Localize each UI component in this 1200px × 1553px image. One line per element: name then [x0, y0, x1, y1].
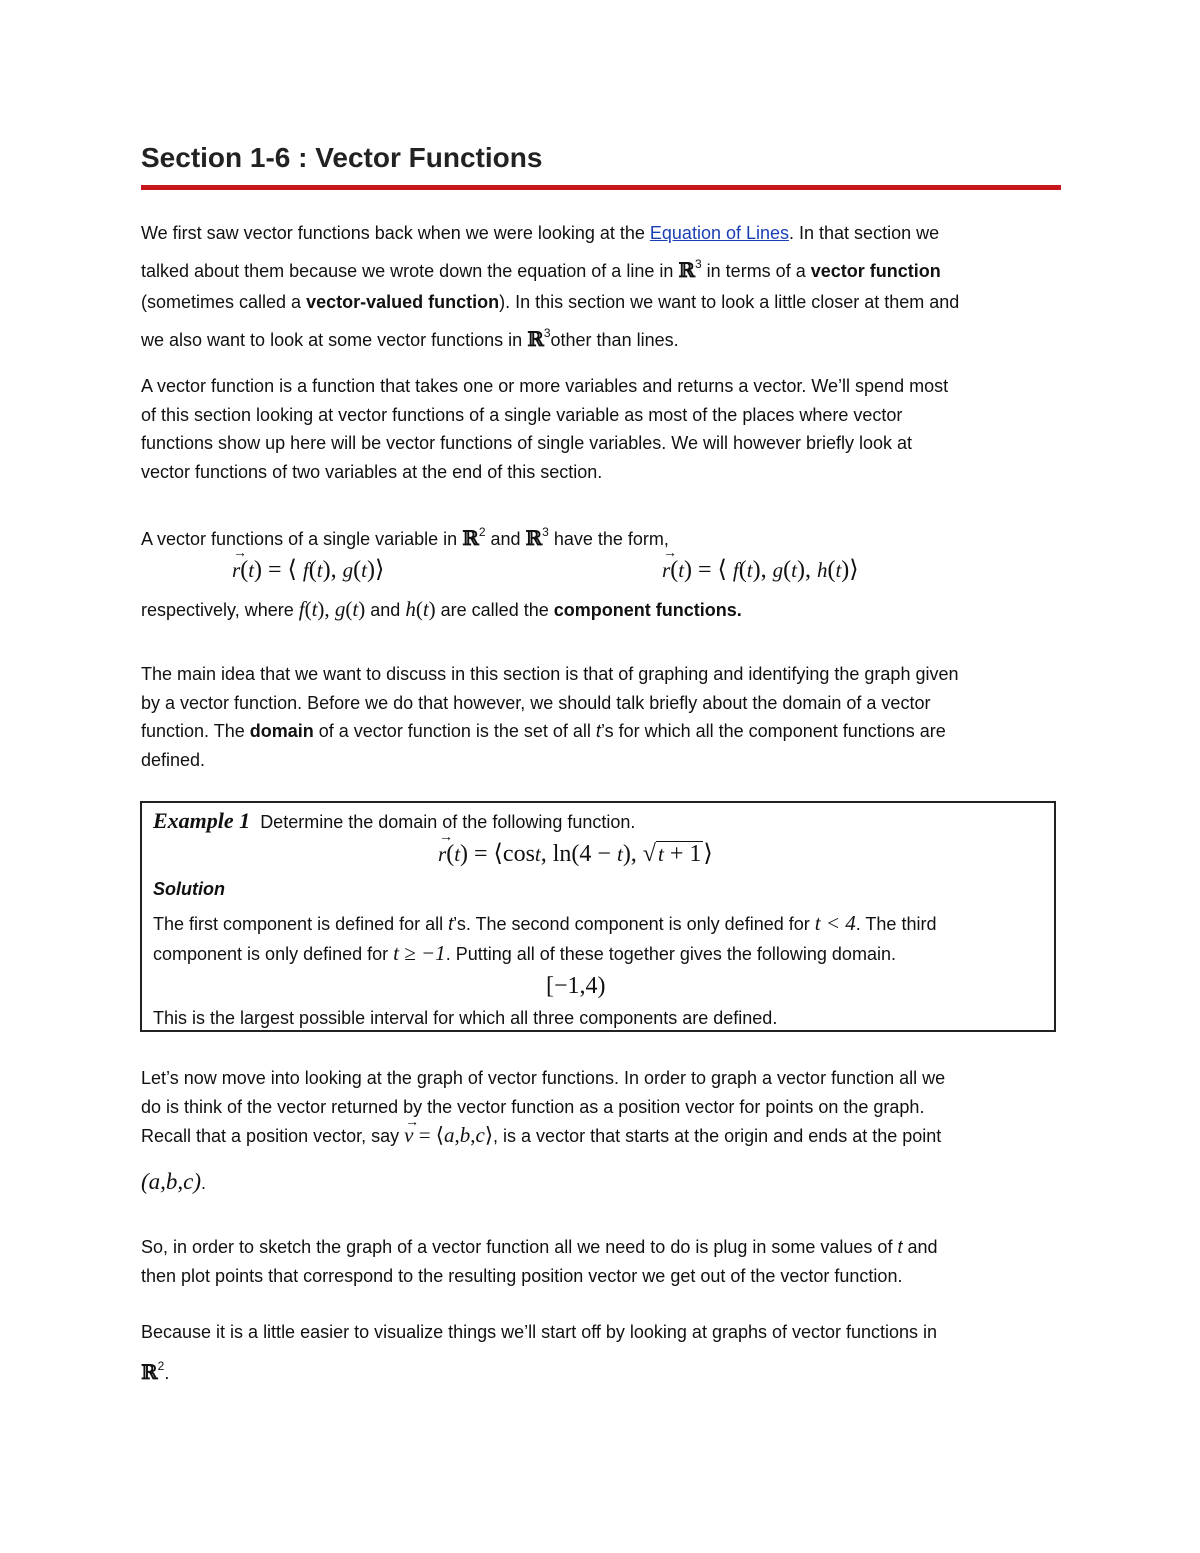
vector-r: → r [438, 842, 446, 867]
exponent: 3 [543, 326, 551, 340]
vector-r: → r [232, 558, 240, 583]
domain-paragraph [141, 660, 1061, 774]
example-heading [153, 807, 635, 836]
var-t: t [657, 842, 664, 866]
formula-r2: → r(t) = ⟨ f(t), g(t)⟩ [232, 555, 384, 584]
real-numbers-symbol: ℝ [678, 258, 695, 282]
text: Let’s now move into looking at the graph of vector functions. In order to graph a vector function all we [141, 1068, 946, 1088]
definition-paragraph [141, 372, 1061, 486]
var-t: t [361, 558, 367, 582]
solution-text [153, 909, 1043, 969]
exponent: 2 [157, 1359, 165, 1373]
var-t: t [352, 597, 359, 621]
var-t: t [316, 558, 323, 582]
text: A vector functions of a single variable in [141, 529, 463, 549]
real-numbers-symbol: ℝ [527, 327, 544, 351]
func-f: f [732, 558, 739, 582]
sqrt-argument: t + 1 [657, 841, 702, 867]
text: by a vector function. Before we do that however, we should talk briefly about the domain of a vector [141, 692, 931, 713]
text: . The third [855, 914, 937, 934]
func-f: f [302, 558, 309, 582]
domain-interval: [−1,4) [546, 973, 606, 999]
text: functions show up here will be vector functions of single variables. We will however briefly look at [141, 433, 913, 453]
text: ’s for which all the component functions are [600, 721, 946, 741]
vector-function-term: vector function [810, 261, 941, 281]
text: . Putting all of these together gives the following domain. [445, 944, 896, 964]
title-rule [141, 185, 1061, 190]
point-abc: (a,b,c) [141, 1169, 202, 1194]
text: in terms of a [701, 261, 811, 281]
text: and [365, 600, 406, 620]
intro-paragraph [141, 218, 1061, 356]
text: . In that section we [789, 223, 940, 243]
text: In this section we want to look a little closer at them and [510, 292, 960, 312]
text: respectively, where [141, 600, 299, 620]
solution-label: Solution [153, 879, 225, 899]
text: component is only defined for [153, 944, 394, 964]
text: talked about them because we wrote down the equation of a line in [141, 261, 679, 281]
text: The main idea that we want to discuss in this section is that of graphing and identifying the graph given [141, 664, 959, 684]
text: (sometimes called a [141, 292, 307, 312]
var-t: t [616, 842, 623, 866]
vector-v: → v [404, 1121, 413, 1150]
exponent: 3 [542, 525, 549, 539]
text: ). [499, 292, 511, 312]
text: . [164, 1363, 170, 1383]
var-t: t [791, 558, 797, 582]
real-numbers-symbol: ℝ [141, 1360, 158, 1384]
text: The first component is defined for all [153, 914, 449, 934]
text: of this section looking at vector functions of a single variable as most of the places where vector [141, 404, 903, 425]
real-numbers-symbol: ℝ [525, 526, 543, 550]
sketch-paragraph [141, 1233, 1061, 1290]
func-f: f [298, 597, 305, 621]
var-t: t [897, 1237, 903, 1257]
func-g: g [342, 558, 354, 582]
equation-of-lines-link[interactable]: Equation of Lines [649, 223, 790, 243]
graph-paragraph: Let’s now move into looking at the graph of vector functions. In order to graph a vector function all we do is think of the vector returned by the vector function as a position vector for points on the graph. Recall that a position vector, say → v = ⟨a,b,c⟩, is a vector that starts at the origin and ends at the point [141, 1064, 1061, 1151]
text: we also want to look at some vector functions in [141, 330, 528, 350]
example-box [140, 801, 1056, 1032]
text: do is think of the vector returned by the vector function as a position vector for points on the graph. [141, 1096, 925, 1117]
text: A vector function is a function that takes one or more variables and returns a vector. We’ll spend most [141, 376, 949, 396]
text: , is a vector that starts at the origin and ends at the point [493, 1126, 942, 1146]
point-line: (a,b,c). [141, 1169, 207, 1194]
text: Recall that a position vector, say [141, 1126, 405, 1146]
text: of a vector function is the set of all [313, 721, 596, 741]
text: defined. [141, 749, 206, 770]
r2-symbol-line [141, 1352, 1061, 1388]
var-t: t [248, 558, 255, 582]
formula-r3: → r(t) = ⟨ f(t), g(t), h(t)⟩ [662, 555, 859, 584]
real-numbers-symbol: ℝ [462, 526, 479, 550]
func-h: h [405, 597, 416, 621]
example-label: Example 1 [153, 808, 251, 833]
text: So, in order to sketch the graph of a vector function all we need to do is plug in some values of [141, 1237, 898, 1257]
var-t: t [311, 597, 318, 621]
text: and [902, 1237, 938, 1257]
exponent: 3 [694, 257, 702, 271]
text: vector functions of two variables at the end of this section. [141, 461, 603, 482]
component-functions-term: component functions. [553, 600, 742, 620]
example-formula: → r(t) = ⟨cost, ln(4 − t), √t + 1⟩ [438, 839, 713, 868]
condition-t-lt-4: t < 4 [814, 911, 856, 935]
func-g: g [772, 558, 784, 582]
func-h: h [816, 558, 828, 582]
text: function. The [141, 721, 250, 741]
condition-t-ge-neg1: t ≥ −1 [393, 941, 446, 965]
r2-paragraph [141, 1318, 1061, 1347]
var-t: t [534, 842, 541, 866]
var-t: t [746, 558, 753, 582]
text: other than lines. [550, 330, 679, 350]
text: have the form, [548, 529, 669, 549]
text: ’s. The second component is only defined for [453, 914, 815, 934]
exponent: 2 [478, 525, 486, 539]
text: and [485, 529, 526, 549]
text: then plot points that correspond to the resulting position vector we get out of the vector function. [141, 1265, 903, 1286]
component-paragraph: respectively, where f(t), g(t) and h(t) are called the component functions. [141, 597, 742, 621]
section-title: Section 1-6 : Vector Functions [141, 142, 543, 173]
form-paragraph [141, 518, 1061, 554]
text: We first saw vector functions back when we were looking at the [141, 223, 650, 243]
domain-term: domain [249, 721, 314, 741]
var-t: t [595, 721, 601, 741]
var-t: t [454, 842, 461, 866]
text: are called the [435, 600, 554, 620]
var-t: t [448, 914, 454, 934]
example-prompt: Determine the domain of the following function. [260, 812, 636, 832]
vector-r: → r [662, 558, 670, 583]
vector-valued-function-term: vector-valued function [306, 292, 500, 312]
text: Because it is a little easier to visualize things we’ll start off by looking at graphs of vector functions in [141, 1322, 938, 1342]
solution-conclusion: This is the largest possible interval for which all three components are defined. [153, 1008, 778, 1028]
var-t: t [422, 597, 429, 621]
var-t: t [835, 558, 842, 582]
var-t: t [678, 558, 685, 582]
func-g: g [334, 597, 346, 621]
